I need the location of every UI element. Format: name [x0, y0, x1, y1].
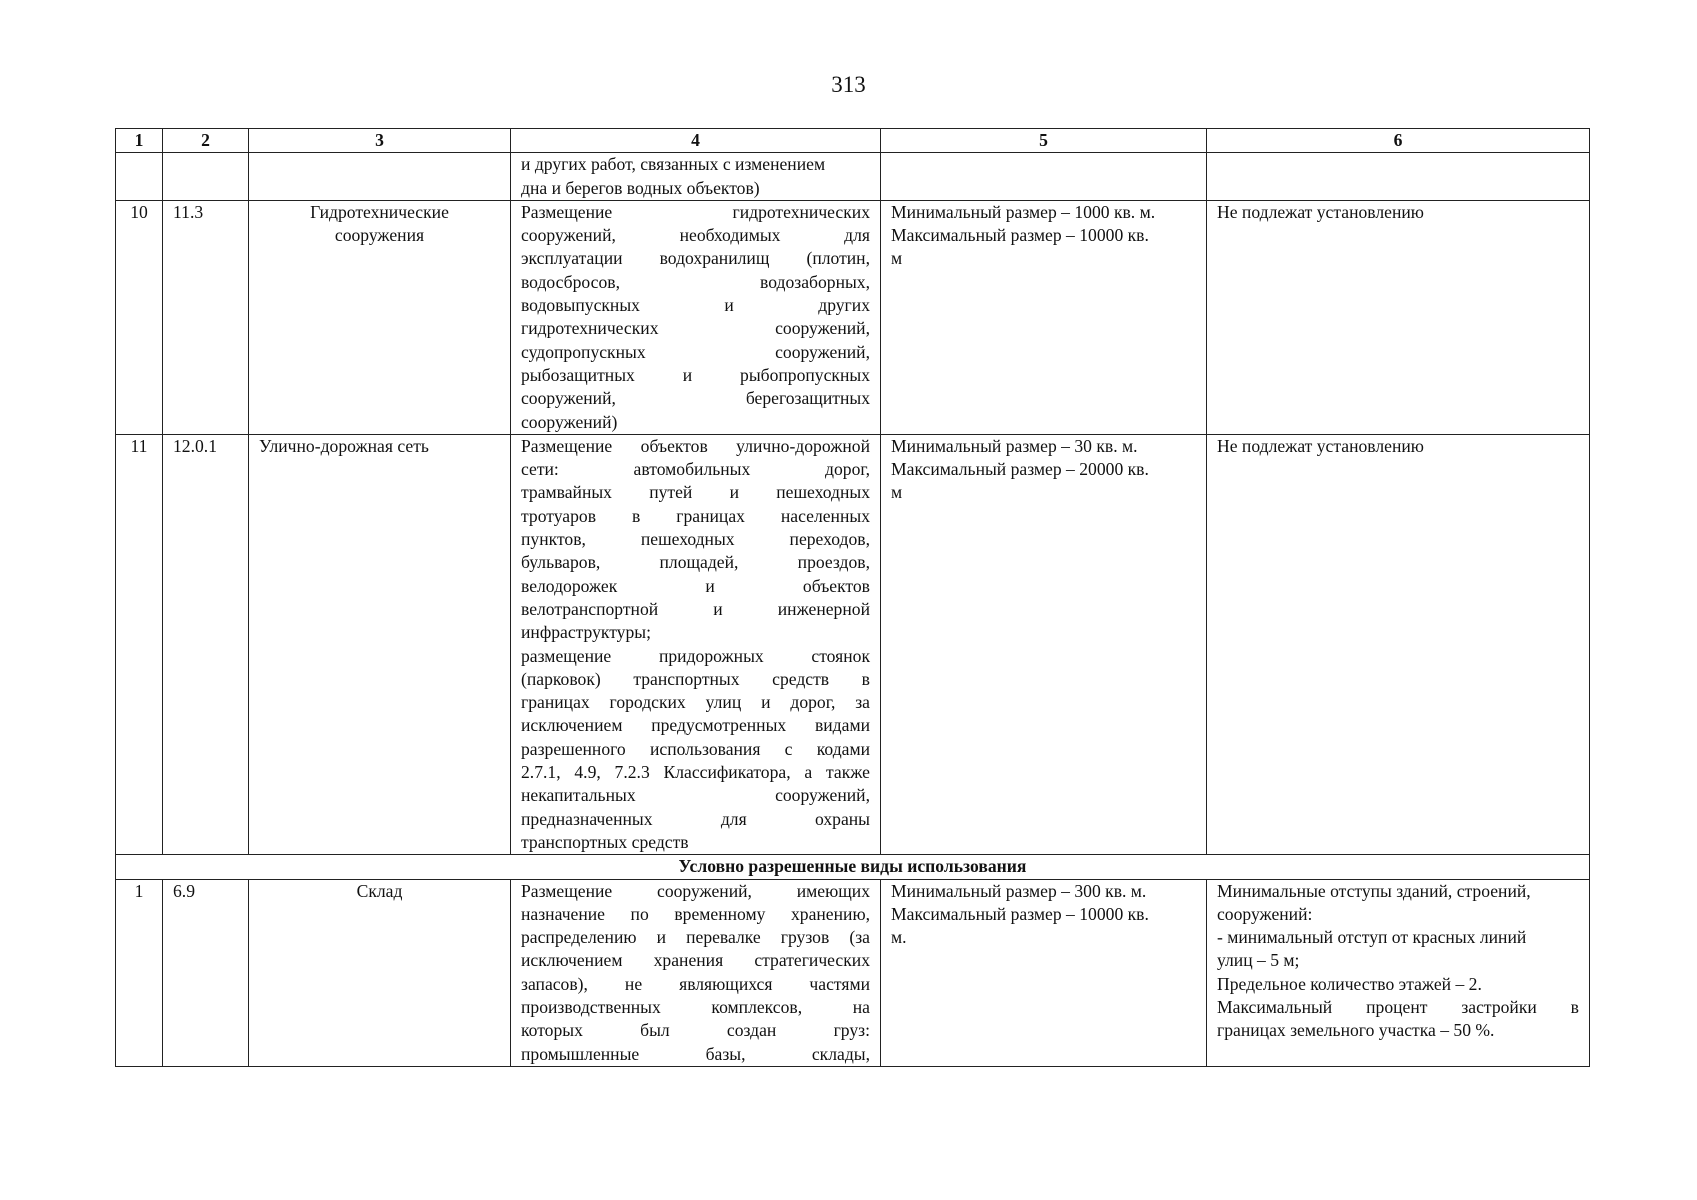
table-row — [116, 879, 1590, 1066]
description-line: транспортных средств — [521, 831, 689, 852]
description-line: некапитальных сооружений, — [521, 785, 870, 806]
row-name — [249, 153, 511, 201]
row-number: 10 — [116, 200, 163, 434]
params-line: границах земельного участка – 50 %. — [1217, 1020, 1495, 1041]
params-line: Не подлежат установлению — [1217, 201, 1424, 222]
description-line: сооружений) — [521, 411, 618, 432]
row-size — [881, 153, 1207, 201]
row-number — [116, 153, 163, 201]
header-col-3: 3 — [249, 129, 511, 153]
description-line: судопропускных сооружений, — [521, 341, 870, 362]
header-col-2: 2 — [163, 129, 249, 153]
row-params — [1207, 200, 1590, 434]
row-params — [1207, 879, 1590, 1066]
size-line: Максимальный размер – 10000 кв. — [891, 225, 1149, 246]
description-line: инфраструктуры; — [521, 622, 651, 643]
row-description — [511, 200, 881, 434]
page-number: 313 — [831, 72, 866, 97]
row-code: 12.0.1 — [163, 434, 249, 854]
description-line: 2.7.1, 4.9, 7.2.3 Классификатора, а также — [521, 762, 870, 783]
description-line: эксплуатации водохранилищ (плотин, — [521, 248, 870, 269]
description-line: размещение придорожных стоянок — [521, 645, 870, 666]
row-name — [249, 879, 511, 1066]
row-size — [881, 200, 1207, 434]
description-line: производственных комплексов, на — [521, 996, 870, 1017]
name-line: Склад — [356, 880, 403, 901]
params-line: Предельное количество этажей – 2. — [1217, 973, 1482, 994]
size-line: Минимальный размер – 30 кв. м. — [891, 435, 1138, 456]
row-params — [1207, 153, 1590, 201]
header-col-6: 6 — [1207, 129, 1590, 153]
description-line: водовыпускных и других — [521, 295, 870, 316]
description-line: велодорожек и объектов — [521, 575, 870, 596]
table-row — [116, 153, 1590, 201]
name-line: сооружения — [334, 225, 425, 246]
row-name — [249, 434, 511, 854]
params-line: Не подлежат установлению — [1217, 435, 1424, 456]
name-line: Улично-дорожная сеть — [259, 435, 429, 456]
description-line: сети: автомобильных дорог, — [521, 459, 870, 480]
size-line: Максимальный размер – 10000 кв. — [891, 903, 1149, 924]
size-line: Минимальный размер – 300 кв. м. — [891, 880, 1147, 901]
row-description — [511, 434, 881, 854]
header-col-4: 4 — [511, 129, 881, 153]
description-line: водосбросов, водозаборных, — [521, 271, 870, 292]
description-line: бульваров, площадей, проездов, — [521, 552, 870, 573]
name-line: Гидротехнические — [310, 201, 449, 222]
description-line: Размещение сооружений, имеющих — [521, 880, 870, 901]
description-line: границах городских улиц и дорог, за — [521, 692, 870, 713]
description-line: трамвайных путей и пешеходных — [521, 482, 870, 503]
description-line: тротуаров в границах населенных — [521, 505, 870, 526]
section-title: Условно разрешенные виды использования — [116, 855, 1590, 879]
size-line: м — [891, 248, 903, 269]
row-number: 11 — [116, 434, 163, 854]
params-line: Минимальные отступы зданий, строений, — [1217, 880, 1531, 901]
row-description — [511, 879, 881, 1066]
description-line: сооружений, необходимых для — [521, 225, 870, 246]
row-number: 1 — [116, 879, 163, 1066]
params-line: Максимальный процент застройки в — [1217, 996, 1579, 1017]
size-line: м — [891, 482, 903, 503]
description-line: исключением хранения стратегических — [521, 950, 870, 971]
description-line: назначение по временному хранению, — [521, 903, 870, 924]
params-line: - минимальный отступ от красных линий — [1217, 927, 1527, 948]
header-col-5: 5 — [881, 129, 1207, 153]
description-line: и других работ, связанных с изменением — [521, 154, 826, 175]
params-line: сооружений: — [1217, 903, 1313, 924]
description-line: велотранспортной и инженерной — [521, 598, 870, 619]
description-line: Размещение гидротехнических — [521, 201, 870, 222]
header-col-1: 1 — [116, 129, 163, 153]
row-params — [1207, 434, 1590, 854]
description-line: рыбозащитных и рыбопропускных — [521, 364, 870, 385]
description-line: которых был создан груз: — [521, 1020, 870, 1041]
size-line: Минимальный размер – 1000 кв. м. — [891, 201, 1156, 222]
description-line: гидротехнических сооружений, — [521, 318, 870, 339]
description-line: запасов), не являющихся частями — [521, 973, 870, 994]
section-header-row — [116, 855, 1590, 879]
row-size — [881, 434, 1207, 854]
description-line: Размещение объектов улично-дорожной — [521, 435, 870, 456]
description-line: исключением предусмотренных видами — [521, 715, 870, 736]
description-line: сооружений, берегозащитных — [521, 388, 870, 409]
size-line: Максимальный размер – 20000 кв. — [891, 459, 1149, 480]
size-line: м. — [891, 927, 907, 948]
table-header-row — [116, 129, 1590, 153]
description-line: распределению и перевалке грузов (за — [521, 927, 870, 948]
zoning-table — [115, 128, 1590, 1067]
table-row — [116, 200, 1590, 434]
table-row — [116, 434, 1590, 854]
row-size — [881, 879, 1207, 1066]
row-code: 11.3 — [163, 200, 249, 434]
row-name — [249, 200, 511, 434]
row-description — [511, 153, 881, 201]
description-line: предназначенных для охраны — [521, 808, 870, 829]
row-code — [163, 153, 249, 201]
description-line: дна и берегов водных объектов) — [521, 177, 760, 198]
row-code: 6.9 — [163, 879, 249, 1066]
description-line: промышленные базы, склады, — [521, 1043, 870, 1064]
params-line: улиц – 5 м; — [1217, 950, 1300, 971]
description-line: пунктов, пешеходных переходов, — [521, 529, 870, 550]
description-line: разрешенного использования с кодами — [521, 738, 870, 759]
description-line: (парковок) транспортных средств в — [521, 668, 870, 689]
